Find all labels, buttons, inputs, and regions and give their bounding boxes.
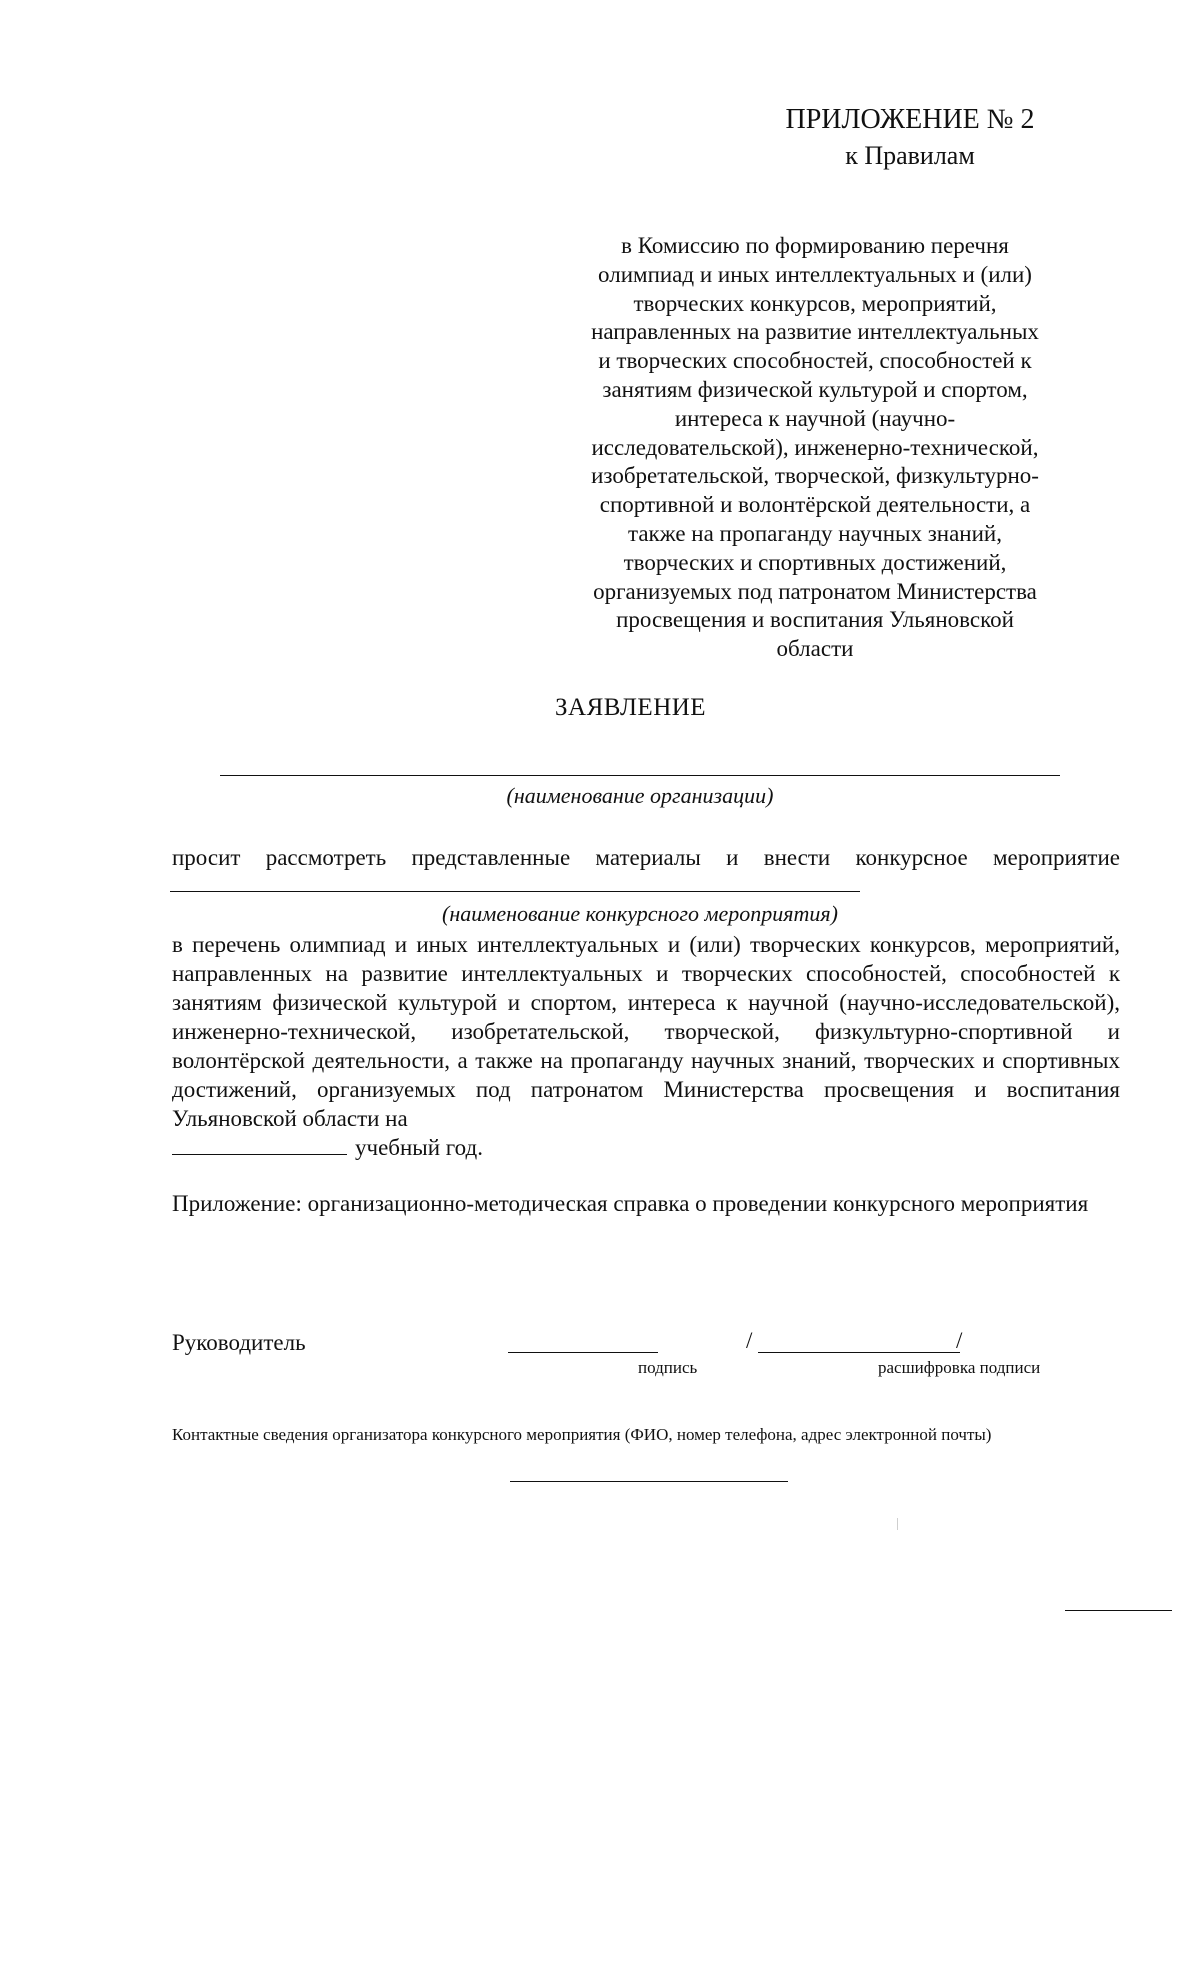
- contacts-paragraph: Контактные сведения организатора конкурсного мероприятия (ФИО, номер телефона, адрес электронной почты): [172, 1425, 992, 1444]
- addressee-line: исследовательской), инженерно-технической,: [591, 434, 1039, 460]
- organization-name-blank: [220, 775, 1060, 776]
- addressee-line: изобретательской, творческой, физкультурно-: [591, 463, 1039, 489]
- addressee-line: занятиям физической культурой и спортом,: [602, 376, 1028, 402]
- addressee-line: направленных на развитие интеллектуальных: [591, 319, 1039, 345]
- appendix-header: [720, 102, 1100, 174]
- body-paragraph: [172, 930, 1120, 1162]
- addressee-line: организуемых под патронатом Министерства: [593, 578, 1037, 604]
- addressee-block: [555, 232, 1075, 664]
- year-suffix: учебный год.: [355, 1135, 483, 1160]
- decode-slash-close: /: [956, 1328, 963, 1353]
- addressee-line: также на пропаганду научных знаний,: [628, 520, 1002, 546]
- appendix-number: ПРИЛОЖЕНИЕ № 2: [785, 104, 1035, 135]
- event-caption: (наименование конкурсного мероприятия): [442, 901, 838, 926]
- event-name-blank: [170, 891, 860, 892]
- request-line: просит рассмотреть представленные материалы и внести конкурсное мероприятие: [172, 845, 1120, 870]
- signature-role: Руководитель: [172, 1330, 306, 1355]
- organization-caption: (наименование организации): [506, 783, 774, 808]
- decode-slash-open: /: [746, 1328, 753, 1353]
- scan-mark: [897, 1518, 898, 1530]
- contacts-blank: [510, 1481, 788, 1482]
- addressee-line: творческих и спортивных достижений,: [623, 549, 1007, 575]
- addressee-line: интереса к научной (научно-: [674, 405, 956, 431]
- signature-blank: [508, 1352, 658, 1353]
- addressee-line: в Комиссию по формированию перечня: [621, 233, 1009, 258]
- appendix-reference: к Правилам: [845, 141, 975, 170]
- signature-decode-blank: [758, 1352, 960, 1353]
- scan-line: [1065, 1610, 1172, 1611]
- addressee-line: и творческих способностей, способностей к: [598, 348, 1032, 374]
- attachment-paragraph: Приложение: организационно-методическая справка о проведении конкурсного мероприятия: [172, 1191, 1089, 1216]
- addressee-line: творческих конкурсов, мероприятий,: [633, 290, 997, 316]
- academic-year-blank: [172, 1136, 347, 1155]
- signature-caption: подпись: [638, 1358, 698, 1377]
- decode-caption: расшифровка подписи: [878, 1358, 1041, 1377]
- addressee-line: олимпиад и иных интеллектуальных и (или): [598, 261, 1032, 287]
- addressee-line: спортивной и волонтёрской деятельности, а: [599, 492, 1031, 518]
- addressee-line: просвещения и воспитания Ульяновской: [616, 607, 1014, 633]
- addressee-line: области: [776, 636, 854, 662]
- document-title: ЗАЯВЛЕНИЕ: [555, 694, 707, 721]
- body-text: в перечень олимпиад и иных интеллектуальных и (или) творческих конкурсов, мероприятий, направленных на развитие интеллектуальных и творческих способностей, способностей к занятиям физической культурой и спортом, интереса к научной (научно-исследовательской), инженерно-технической, изобретательской, творческой, физкультурно-спортивной и волонтёрской деятельности, а также на пропаганду научных знаний, творческих и спортивных достижений, организуемых под патронатом Министерства просвещения и воспитания Ульяновской области на: [172, 932, 1120, 1131]
